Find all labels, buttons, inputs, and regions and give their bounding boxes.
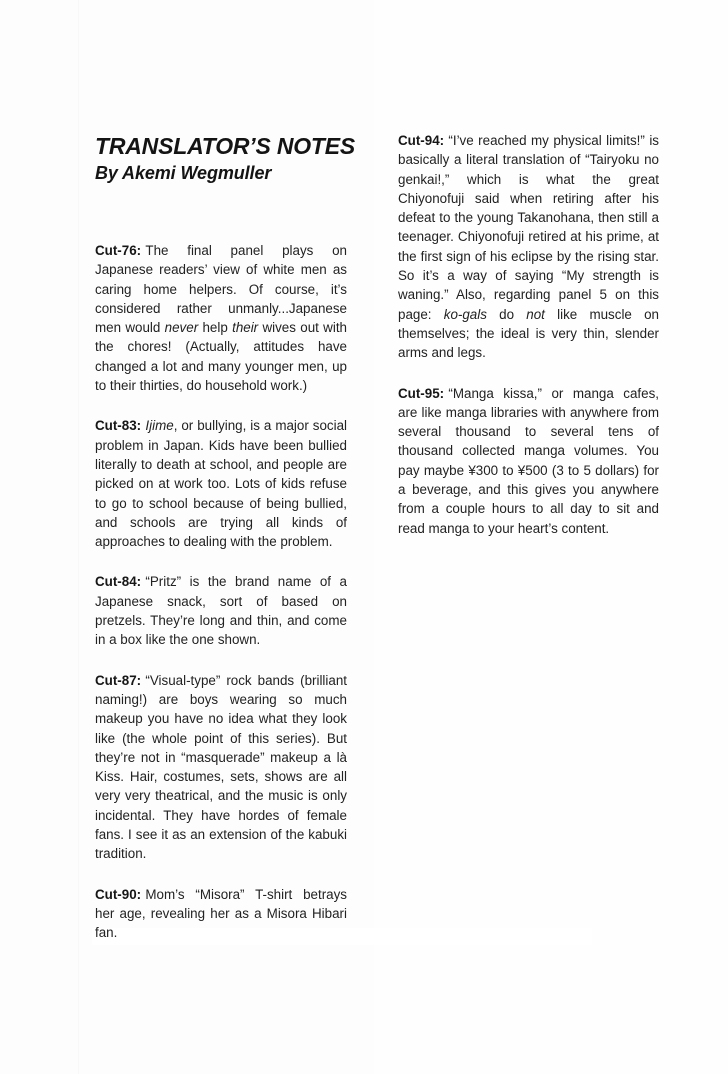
notes-column-right bbox=[398, 131, 659, 538]
note-text: “I’ve reached my physical limits!” is basically a literal translation of “Tairyoku no genkai!,” which is what the great Chiyonofuji said when retiring after his defeat to the young Takanohana, then still a teenager. Chiyonofuji retired at his prime, at the first sign of his eclipse by the rising star. So it’s a way of saying “My strength is waning.” Also, regarding panel 5 on this page: ko-gals do not like muscle on themselves; the ideal is very thin, slender arms and legs. bbox=[398, 133, 659, 361]
note-text: “Manga kissa,” or manga cafes, are like manga libraries with anywhere from several thousand to several tens of thousand collected manga volumes. You pay maybe ¥300 to ¥500 (3 to 5 dollars) for a beverage, and this gives you anywhere from a couple hours to all day to sit and read manga to your heart’s content. bbox=[398, 385, 659, 536]
note-label: Cut-95: bbox=[398, 385, 445, 401]
note-text: “Visual-type” rock bands (brilliant naming!) are boys wearing so much makeup you have no idea what they look like (the whole point of this series). But they’re not in “masquerade” makeup a là Kiss. Hair, costumes, sets, shows are all very very theatrical, and the music is only incidental. They have hordes of female fans. I see it as an extension of the kabuki tradition. bbox=[95, 672, 347, 862]
note-text: The final panel plays on Japanese readers’ view of white men as caring home helpers. Of course, it’s considered rather unmanly...Japanese men would never help their wives out with the chores! (Actually, attitudes have changed a lot and many younger men, up to their thirties, do household work.) bbox=[95, 243, 347, 394]
page-title: TRANSLATOR’S NOTES bbox=[95, 133, 356, 159]
note-text: “Pritz” is the brand name of a Japanese snack, sort of based on pretzels. They’re long and thin, and come in a box like the one shown. bbox=[95, 574, 347, 648]
scan-seam-line bbox=[78, 0, 79, 1074]
note-cut-95 bbox=[398, 384, 659, 538]
title-block bbox=[95, 133, 356, 184]
note-label: Cut-87: bbox=[95, 672, 142, 688]
notes-column-left bbox=[95, 133, 356, 943]
note-text: Ijime, or bullying, is a major social problem in Japan. Kids have been bullied literally to death at school, and people are picked on at work too. Lots of kids refuse to go to school because of being bullied, and schools are trying all kinds of approaches to dealing with the problem. bbox=[95, 418, 347, 550]
note-label: Cut-90: bbox=[95, 886, 142, 902]
note-label: Cut-76: bbox=[95, 243, 142, 258]
note-cut-87 bbox=[95, 671, 347, 864]
note-label: Cut-84: bbox=[95, 574, 142, 590]
note-cut-83 bbox=[95, 416, 347, 551]
note-cut-94 bbox=[398, 131, 659, 363]
note-cut-84 bbox=[95, 572, 347, 649]
note-text: Mom’s “Misora” T-shirt betrays her age, revealing her as a Misora Hibari fan. bbox=[95, 886, 347, 941]
note-label: Cut-94: bbox=[398, 133, 445, 148]
note-label: Cut-83: bbox=[95, 418, 142, 434]
byline: By Akemi Wegmuller bbox=[95, 163, 272, 183]
note-cut-76 bbox=[95, 241, 347, 395]
note-cut-90 bbox=[95, 885, 347, 943]
